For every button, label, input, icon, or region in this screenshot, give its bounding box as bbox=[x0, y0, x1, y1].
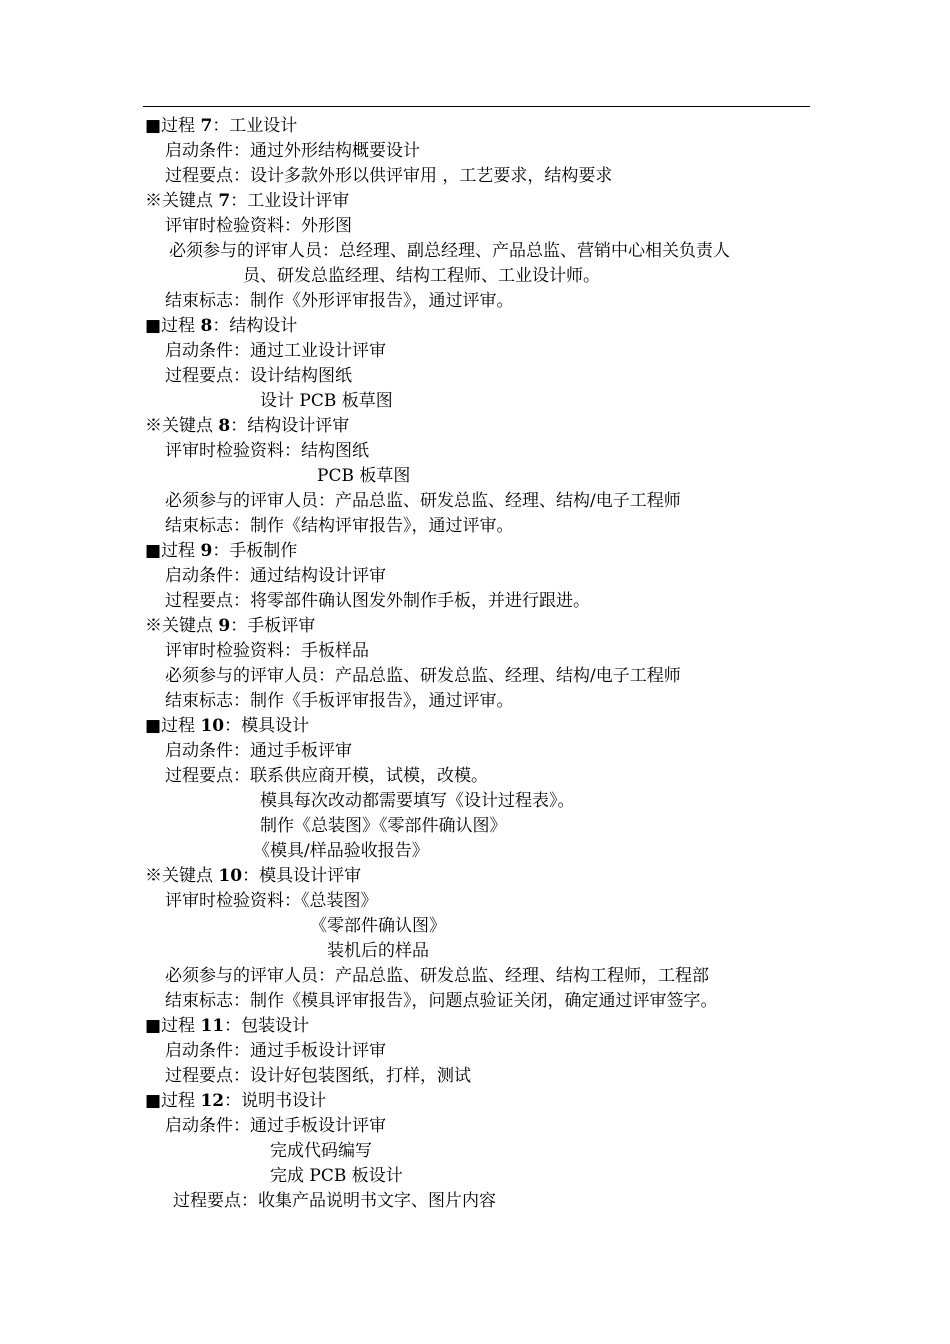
process-8-key-points-cont: 设计 PCB 板草图 bbox=[260, 391, 393, 411]
process-11-heading: ■过程 11：包装设计 bbox=[145, 1016, 310, 1036]
process-10-start-condition: 启动条件：通过手板评审 bbox=[165, 741, 352, 761]
process-7-heading: ■过程 7：工业设计 bbox=[145, 116, 298, 136]
keypoint-7-review-materials: 评审时检验资料：外形图 bbox=[165, 216, 352, 236]
process-12-key-points: 过程要点：收集产品说明书文字、图片内容 bbox=[173, 1191, 496, 1211]
keypoint-10-review-materials-cont-2: 装机后的样品 bbox=[327, 941, 429, 961]
keypoint-8-review-materials: 评审时检验资料：结构图纸 bbox=[165, 441, 369, 461]
process-8-heading: ■过程 8：结构设计 bbox=[145, 316, 298, 336]
keypoint-10-end-mark: 结束标志：制作《模具评审报告》，问题点验证关闭，确定通过评审签字。 bbox=[165, 991, 718, 1011]
keypoint-9-end-mark: 结束标志：制作《手板评审报告》，通过评审。 bbox=[165, 691, 514, 711]
process-12-start-condition-cont-1: 完成代码编写 bbox=[270, 1141, 372, 1161]
process-10-key-points-cont-1: 模具每次改动都需要填写《设计过程表》。 bbox=[260, 791, 575, 811]
process-7-key-points: 过程要点：设计多款外形以供评审用 ，工艺要求，结构要求 bbox=[165, 166, 613, 186]
process-12-heading: ■过程 12：说明书设计 bbox=[145, 1091, 327, 1111]
header-rule bbox=[143, 106, 810, 107]
process-9-key-points: 过程要点：将零部件确认图发外制作手板，并进行跟进。 bbox=[165, 591, 590, 611]
process-7-start-condition: 启动条件：通过外形结构概要设计 bbox=[165, 141, 420, 161]
process-9-heading: ■过程 9：手板制作 bbox=[145, 541, 298, 561]
process-10-heading: ■过程 10：模具设计 bbox=[145, 716, 310, 736]
keypoint-10-heading: ※关键点 10：模具设计评审 bbox=[145, 866, 362, 886]
keypoint-10-review-materials: 评审时检验资料：《总装图》 bbox=[165, 891, 378, 911]
keypoint-7-end-mark: 结束标志：制作《外形评审报告》，通过评审。 bbox=[165, 291, 514, 311]
keypoint-7-reviewers: 必须参与的评审人员：总经理、副总经理、产品总监、营销中心相关负责人 bbox=[169, 241, 730, 261]
keypoint-7-reviewers-cont: 员、研发总监经理、结构工程师、工业设计师。 bbox=[243, 266, 600, 286]
process-10-key-points: 过程要点：联系供应商开模，试模，改模。 bbox=[165, 766, 488, 786]
process-12-start-condition-cont-2: 完成 PCB 板设计 bbox=[270, 1166, 403, 1186]
keypoint-7-heading: ※关键点 7：工业设计评审 bbox=[145, 191, 350, 211]
keypoint-8-reviewers: 必须参与的评审人员：产品总监、研发总监、经理、结构/电子工程师 bbox=[165, 491, 681, 511]
process-8-start-condition: 启动条件：通过工业设计评审 bbox=[165, 341, 386, 361]
keypoint-8-review-materials-cont: PCB 板草图 bbox=[317, 466, 411, 486]
process-11-start-condition: 启动条件：通过手板设计评审 bbox=[165, 1041, 386, 1061]
keypoint-9-reviewers: 必须参与的评审人员：产品总监、研发总监、经理、结构/电子工程师 bbox=[165, 666, 681, 686]
process-9-start-condition: 启动条件：通过结构设计评审 bbox=[165, 566, 386, 586]
keypoint-10-reviewers: 必须参与的评审人员：产品总监、研发总监、经理、结构工程师，工程部 bbox=[165, 966, 709, 986]
process-10-key-points-cont-3: 《模具/样品验收报告》 bbox=[253, 841, 429, 861]
keypoint-8-end-mark: 结束标志：制作《结构评审报告》，通过评审。 bbox=[165, 516, 514, 536]
process-12-start-condition: 启动条件：通过手板设计评审 bbox=[165, 1116, 386, 1136]
keypoint-10-review-materials-cont-1: 《零部件确认图》 bbox=[310, 916, 446, 936]
process-8-key-points: 过程要点：设计结构图纸 bbox=[165, 366, 352, 386]
keypoint-8-heading: ※关键点 8：结构设计评审 bbox=[145, 416, 350, 436]
keypoint-9-heading: ※关键点 9：手板评审 bbox=[145, 616, 316, 636]
keypoint-9-review-materials: 评审时检验资料：手板样品 bbox=[165, 641, 369, 661]
process-10-key-points-cont-2: 制作《总装图》《零部件确认图》 bbox=[260, 816, 507, 836]
process-11-key-points: 过程要点：设计好包装图纸，打样，测试 bbox=[165, 1066, 471, 1086]
